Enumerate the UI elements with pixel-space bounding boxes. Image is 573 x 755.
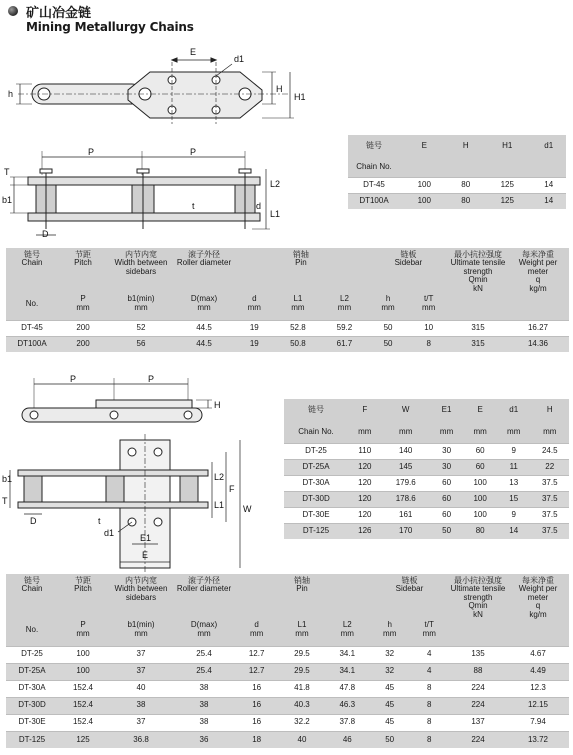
- table-cell: 10: [408, 320, 449, 336]
- table-cell: 59.2: [321, 320, 368, 336]
- table-cell: DT100A: [6, 336, 58, 352]
- table-cell: 120: [348, 491, 382, 507]
- label-p-2: P: [190, 147, 197, 157]
- t1-header-chain-cn: 链号: [348, 135, 400, 157]
- table-cell: 38: [174, 697, 234, 714]
- table-cell: 4: [409, 663, 449, 680]
- table-cell: 50: [368, 336, 409, 352]
- table-cell: 315: [449, 320, 507, 336]
- t4-h-width: 内节内宽 Width between sidebars: [108, 574, 174, 614]
- table-cell: 178.6: [382, 491, 430, 507]
- table-cell: DT-25A: [6, 663, 58, 680]
- table-cell: 88: [449, 663, 507, 680]
- table-cell: 37: [108, 714, 174, 731]
- table-cell: 41.8: [279, 680, 324, 697]
- label-L1: L1: [270, 209, 281, 219]
- table-cell: 32.2: [279, 714, 324, 731]
- table-cell: 179.6: [382, 475, 430, 491]
- table-cell: 125: [58, 731, 108, 748]
- label-L2-2: L2: [214, 472, 225, 482]
- table-cell: DT-30D: [6, 697, 58, 714]
- table-cell: 50: [430, 523, 464, 539]
- label-b1-2: b1: [2, 474, 13, 484]
- label-L1-2: L1: [214, 500, 225, 510]
- table-cell: DT-25A: [284, 459, 348, 475]
- table-cell: 100: [463, 507, 497, 523]
- table-cell: 100: [400, 177, 449, 193]
- table-cell: 36.8: [108, 731, 174, 748]
- t2-h-strength: 最小抗拉强度 Ultimate tensile strength Qmin kN: [449, 248, 507, 320]
- table-cell: 60: [430, 507, 464, 523]
- table-cell: 14: [532, 177, 566, 193]
- t2-h-pin-l1: L1 mm: [275, 288, 322, 320]
- table-cell: 29.5: [279, 646, 324, 663]
- table-cell: 100: [58, 646, 108, 663]
- table-cell: 14: [497, 523, 531, 539]
- t2-h-chain: 链号 Chain: [6, 248, 58, 288]
- table-cell: 4.49: [507, 663, 569, 680]
- t4-h-pitch: 节距 Pitch: [58, 574, 108, 614]
- table-cell: 45: [370, 714, 410, 731]
- table-cell: 30: [430, 443, 464, 459]
- table-cell: 46.3: [325, 697, 370, 714]
- t1-col-d1: d1: [532, 135, 566, 157]
- table-cell: 38: [174, 714, 234, 731]
- t3-col-w: W: [382, 399, 430, 421]
- table-cell: 24.5: [530, 443, 569, 459]
- table-cell: 56: [108, 336, 174, 352]
- table-cell: 32: [370, 663, 410, 680]
- t4-h-strength: 最小抗拉强度 Ultimate tensile strength Qmin kN: [449, 574, 507, 646]
- table-cell: 120: [348, 459, 382, 475]
- dimension-table-1: [348, 135, 566, 209]
- table-cell: 161: [382, 507, 430, 523]
- table-cell: DT-25: [6, 646, 58, 663]
- label-E-2: E: [142, 550, 149, 560]
- table-cell: DT-125: [284, 523, 348, 539]
- label-H-2: H: [214, 400, 221, 410]
- table-cell: 137: [449, 714, 507, 731]
- label-L2: L2: [270, 179, 281, 189]
- t3-header-chain-en: Chain No.: [284, 421, 348, 443]
- table-cell: 18: [234, 731, 279, 748]
- table-cell: 100: [58, 663, 108, 680]
- table-cell: 38: [174, 680, 234, 697]
- table-cell: 13.72: [507, 731, 569, 748]
- table-cell: 224: [449, 697, 507, 714]
- t4-h-sidebar: 链板 Sidebar: [370, 574, 449, 614]
- table-cell: DT-45: [6, 320, 58, 336]
- t1-col-e: E: [400, 135, 449, 157]
- table-cell: 50.8: [275, 336, 322, 352]
- table-cell: DT100A: [348, 193, 400, 209]
- table-cell: 140: [382, 443, 430, 459]
- t4-h-roller-sym: D(max) mm: [174, 614, 234, 646]
- t4-h-side-t: t/T mm: [409, 614, 449, 646]
- table-cell: 152.4: [58, 697, 108, 714]
- table-cell: 60: [430, 475, 464, 491]
- table-cell: 37.5: [530, 491, 569, 507]
- table-cell: 170: [382, 523, 430, 539]
- table-cell: 16: [234, 714, 279, 731]
- table-cell: 50: [370, 731, 410, 748]
- label-d: d: [256, 201, 262, 211]
- t3-unit: mm: [463, 421, 497, 443]
- table-cell: 32: [370, 646, 410, 663]
- table-cell: 8: [409, 697, 449, 714]
- t4-h-width-sym: b1(min) mm: [108, 614, 174, 646]
- label-E1: E1: [140, 533, 152, 543]
- table-cell: 16: [234, 680, 279, 697]
- table-cell: 60: [430, 491, 464, 507]
- t2-h-pitch-sym: P mm: [58, 288, 108, 320]
- t3-col-e1: E1: [430, 399, 464, 421]
- chain-side-view: [0, 145, 310, 240]
- table-cell: 152.4: [58, 680, 108, 697]
- table-cell: 126: [348, 523, 382, 539]
- table-cell: 12.3: [507, 680, 569, 697]
- label-D-2: D: [30, 516, 37, 526]
- page-title-en: Mining Metallurgy Chains: [26, 20, 194, 34]
- table-cell: 9: [497, 443, 531, 459]
- page-title-cn: 矿山冶金链: [26, 6, 92, 21]
- table-cell: 47.8: [325, 680, 370, 697]
- table-cell: 152.4: [58, 714, 108, 731]
- table-cell: 4: [409, 646, 449, 663]
- table-cell: 40: [279, 731, 324, 748]
- table-cell: 125: [483, 193, 532, 209]
- table-cell: 8: [409, 680, 449, 697]
- table-cell: 44.5: [174, 336, 234, 352]
- table-cell: 8: [408, 336, 449, 352]
- table-cell: 145: [382, 459, 430, 475]
- label-W: W: [243, 504, 252, 514]
- table-cell: 110: [348, 443, 382, 459]
- table-cell: DT-30D: [284, 491, 348, 507]
- table-cell: 8: [409, 731, 449, 748]
- table-cell: 37.5: [530, 507, 569, 523]
- table-cell: 60: [463, 459, 497, 475]
- table-cell: 120: [348, 507, 382, 523]
- table-cell: 100: [463, 475, 497, 491]
- label-H: H: [276, 84, 283, 94]
- t4-h-pin: 销轴 Pin: [234, 574, 370, 614]
- t4-h-roller: 滚子外径 Roller diameter: [174, 574, 234, 614]
- table-cell: 224: [449, 731, 507, 748]
- t3-col-e: E: [463, 399, 497, 421]
- table-cell: 80: [449, 193, 483, 209]
- t2-h-roller-sym: D(max) mm: [174, 288, 234, 320]
- table-cell: 36: [174, 731, 234, 748]
- table-cell: 100: [463, 491, 497, 507]
- label-H1: H1: [294, 92, 306, 102]
- t3-unit: mm: [497, 421, 531, 443]
- t4-h-pin-d: d mm: [234, 614, 279, 646]
- table-cell: DT-30A: [6, 680, 58, 697]
- label-t: t: [192, 201, 195, 211]
- t1-col-h1: H1: [483, 135, 532, 157]
- label-t-2: t: [98, 516, 101, 526]
- table-cell: 8: [409, 714, 449, 731]
- t3-col-f: F: [348, 399, 382, 421]
- label-p-1: P: [88, 147, 95, 157]
- t4-h-pin-l1: L1 mm: [279, 614, 324, 646]
- label-d1-2: d1: [104, 528, 115, 538]
- table-cell: 4.67: [507, 646, 569, 663]
- table-cell: 200: [58, 336, 108, 352]
- table-cell: DT-30E: [6, 714, 58, 731]
- table-cell: DT-45: [348, 177, 400, 193]
- table-cell: 40.3: [279, 697, 324, 714]
- table-cell: 50: [368, 320, 409, 336]
- table-cell: 120: [348, 475, 382, 491]
- label-h: h: [8, 89, 14, 99]
- table-cell: 37: [108, 663, 174, 680]
- t2-h-sidebar: 链板 Sidebar: [368, 248, 449, 288]
- table-cell: 25.4: [174, 646, 234, 663]
- table-cell: DT-125: [6, 731, 58, 748]
- table-cell: 16: [234, 697, 279, 714]
- table-cell: 80: [463, 523, 497, 539]
- table-cell: 15: [497, 491, 531, 507]
- t4-h-chain: 链号 Chain: [6, 574, 58, 614]
- table-cell: 125: [483, 177, 532, 193]
- table-cell: 7.94: [507, 714, 569, 731]
- table-cell: 224: [449, 680, 507, 697]
- table-cell: DT-25: [284, 443, 348, 459]
- label-p-4: P: [148, 374, 155, 384]
- t4-h-no: No.: [6, 614, 58, 646]
- table-cell: 37: [108, 646, 174, 663]
- label-D: D: [42, 229, 49, 239]
- t4-h-weight: 每米净重 Weight per meter q kg/m: [507, 574, 569, 646]
- table-cell: 19: [234, 336, 275, 352]
- table-cell: 12.7: [234, 663, 279, 680]
- table-cell: 30: [430, 459, 464, 475]
- label-F: F: [229, 484, 235, 494]
- table-cell: 11: [497, 459, 531, 475]
- table-cell: 19: [234, 320, 275, 336]
- table-cell: 29.5: [279, 663, 324, 680]
- table-cell: 61.7: [321, 336, 368, 352]
- t2-h-side-h: h mm: [368, 288, 409, 320]
- table-cell: 80: [449, 177, 483, 193]
- t2-h-pin: 销轴 Pin: [234, 248, 368, 288]
- t3-unit: mm: [348, 421, 382, 443]
- table-cell: 37.5: [530, 523, 569, 539]
- t3-header-chain-cn: 链号: [284, 399, 348, 421]
- t4-h-pin-l2: L2 mm: [325, 614, 370, 646]
- spec-table-dt45: [6, 248, 569, 352]
- table-cell: 37.5: [530, 475, 569, 491]
- t1-col-h: H: [449, 135, 483, 157]
- table-cell: 45: [370, 697, 410, 714]
- table-cell: 34.1: [325, 663, 370, 680]
- t2-h-width: 内节内宽 Width between sidebars: [108, 248, 174, 288]
- dimension-table-2: [284, 399, 569, 539]
- table-cell: 45: [370, 680, 410, 697]
- table-cell: 135: [449, 646, 507, 663]
- table-cell: 14: [532, 193, 566, 209]
- t1-header-chain-en: Chain No.: [348, 157, 400, 177]
- table-cell: 9: [497, 507, 531, 523]
- t4-h-side-h: h mm: [370, 614, 410, 646]
- bullet-icon: [8, 6, 18, 16]
- table-cell: 37.8: [325, 714, 370, 731]
- label-d1: d1: [234, 54, 245, 64]
- label-p-3: P: [70, 374, 77, 384]
- table-cell: 52: [108, 320, 174, 336]
- t3-unit: mm: [530, 421, 569, 443]
- table-cell: 200: [58, 320, 108, 336]
- label-e: E: [190, 47, 197, 57]
- table-cell: 46: [325, 731, 370, 748]
- table-cell: 315: [449, 336, 507, 352]
- t3-unit: mm: [430, 421, 464, 443]
- spec-table-dt25: [6, 574, 569, 748]
- table-cell: 52.8: [275, 320, 322, 336]
- t4-h-pitch-sym: P mm: [58, 614, 108, 646]
- table-cell: 40: [108, 680, 174, 697]
- label-T: T: [4, 167, 10, 177]
- chain-attachment-view-2: [0, 372, 280, 572]
- t3-col-h: H: [530, 399, 569, 421]
- table-cell: 14.36: [507, 336, 569, 352]
- table-cell: 60: [463, 443, 497, 459]
- t2-h-width-sym: b1(min) mm: [108, 288, 174, 320]
- label-T-2: T: [2, 496, 8, 506]
- t2-h-pitch: 节距 Pitch: [58, 248, 108, 288]
- chain-attachment-top-view: [0, 42, 310, 142]
- table-cell: 12.7: [234, 646, 279, 663]
- table-cell: 34.1: [325, 646, 370, 663]
- t2-h-roller: 滚子外径 Roller diameter: [174, 248, 234, 288]
- t2-h-pin-d: d mm: [234, 288, 275, 320]
- t2-h-no: No.: [6, 288, 58, 320]
- table-cell: 22: [530, 459, 569, 475]
- t3-unit: mm: [382, 421, 430, 443]
- table-cell: 38: [108, 697, 174, 714]
- label-b1: b1: [2, 195, 13, 205]
- t2-h-pin-l2: L2 mm: [321, 288, 368, 320]
- table-cell: DT-30A: [284, 475, 348, 491]
- table-cell: 16.27: [507, 320, 569, 336]
- table-cell: 13: [497, 475, 531, 491]
- table-cell: 12.15: [507, 697, 569, 714]
- table-cell: 100: [400, 193, 449, 209]
- t2-h-weight: 每米净重 Weight per meter q kg/m: [507, 248, 569, 320]
- table-cell: DT-30E: [284, 507, 348, 523]
- table-cell: 44.5: [174, 320, 234, 336]
- t2-h-side-t: t/T mm: [408, 288, 449, 320]
- t3-col-d1: d1: [497, 399, 531, 421]
- table-cell: 25.4: [174, 663, 234, 680]
